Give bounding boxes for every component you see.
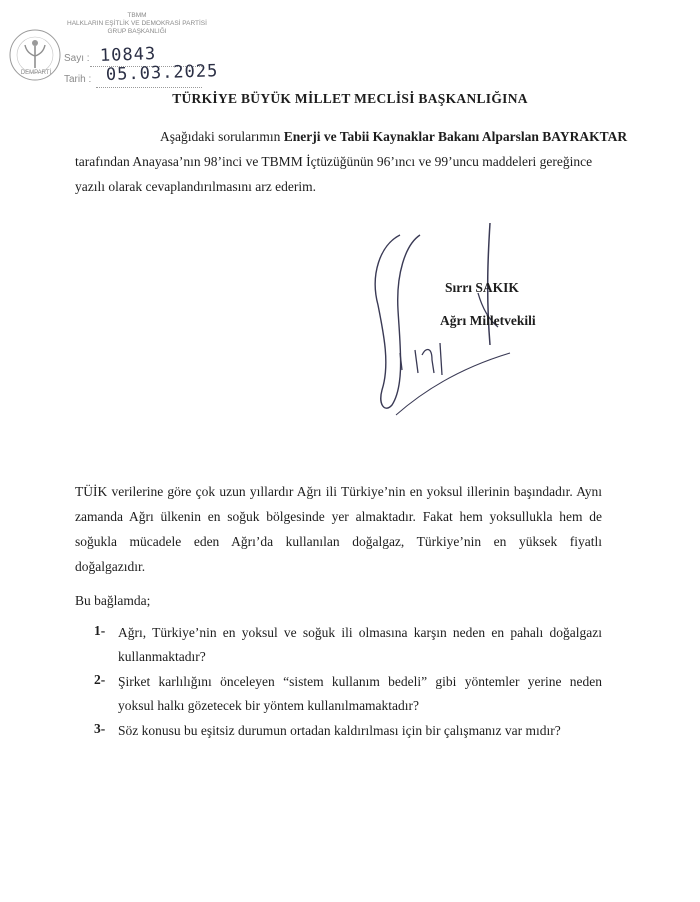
question-2-line-1: Şirket karlılığını önceleyen “sistem kullanım bedeli” gibi yöntemler yerine neden	[118, 674, 602, 689]
question-1-line-1: Ağrı, Türkiye’nin en yoksul ve soğuk ili olmasına karşın neden en pahalı doğalgazı	[118, 625, 602, 640]
question-1-number: 1-	[94, 623, 106, 638]
lead-text: Bu bağlamda;	[75, 593, 151, 608]
sayi-value: 10843	[99, 44, 157, 66]
sayi-label: Sayı :	[64, 53, 90, 64]
body-line-4: doğalgazıdır.	[75, 559, 146, 574]
tarih-value: 05.03.2025	[105, 61, 219, 85]
body-line-1: TÜİK verilerine göre çok uzun yıllardır Ağrı ili Türkiye’nin en yoksul illerinin başındadır. Aynı	[75, 484, 602, 499]
document-title: TÜRKİYE BÜYÜK MİLLET MECLİSİ BAŞKANLIĞINA	[172, 91, 528, 106]
signatory-title: Ağrı Milletvekili	[440, 313, 536, 328]
minister-name: Enerji ve Tabii Kaynaklar Bakanı Alparslan BAYRAKTAR	[283, 129, 628, 144]
intro-line-2: tarafından Anayasa’nın 98’inci ve TBMM İçtüzüğünün 96’ıncı ve 99’uncu maddeleri gereğince	[75, 154, 593, 169]
body-line-3: soğukla mücadele eden Ağrı’da kullanılan doğalgaz, Türkiye’nin en yüksek fiyatlı	[75, 534, 602, 549]
intro-line-1-text: Aşağıdaki sorularımın	[160, 129, 284, 144]
intro-line-3: yazılı olarak cevaplandırılmasını arz ederim.	[75, 179, 317, 194]
stamp-line-2: HALKLARIN EŞİTLİK VE DEMOKRASİ PARTİSİ	[67, 20, 207, 27]
stamp-line-3: GRUP BAŞKANLIĞI	[107, 28, 167, 35]
question-3-number: 3-	[94, 721, 106, 736]
question-2-number: 2-	[94, 672, 106, 687]
question-1-line-2: kullanmaktadır?	[118, 649, 206, 664]
tarih-label: Tarih :	[64, 74, 92, 85]
intro-line-1	[160, 124, 628, 149]
signatory-name: Sırrı SAKIK	[445, 280, 519, 295]
question-3-line-1: Söz konusu bu eşitsiz durumun ortadan kaldırılması için bir çalışmanız var mıdır?	[118, 723, 561, 738]
stamp-line-1: TBMM	[127, 12, 147, 19]
body-line-2: zamanda Ağrı ülkenin en soğuk bölgesinde yer almaktadır. Fakat hem yoksullukla hem de	[75, 509, 602, 524]
tarih-dots	[96, 86, 202, 88]
logo-subtext: DEMPARTİ	[20, 70, 52, 76]
question-2-line-2: yoksul halkı gözetecek bir yöntem kullanılmamaktadır?	[118, 698, 420, 713]
